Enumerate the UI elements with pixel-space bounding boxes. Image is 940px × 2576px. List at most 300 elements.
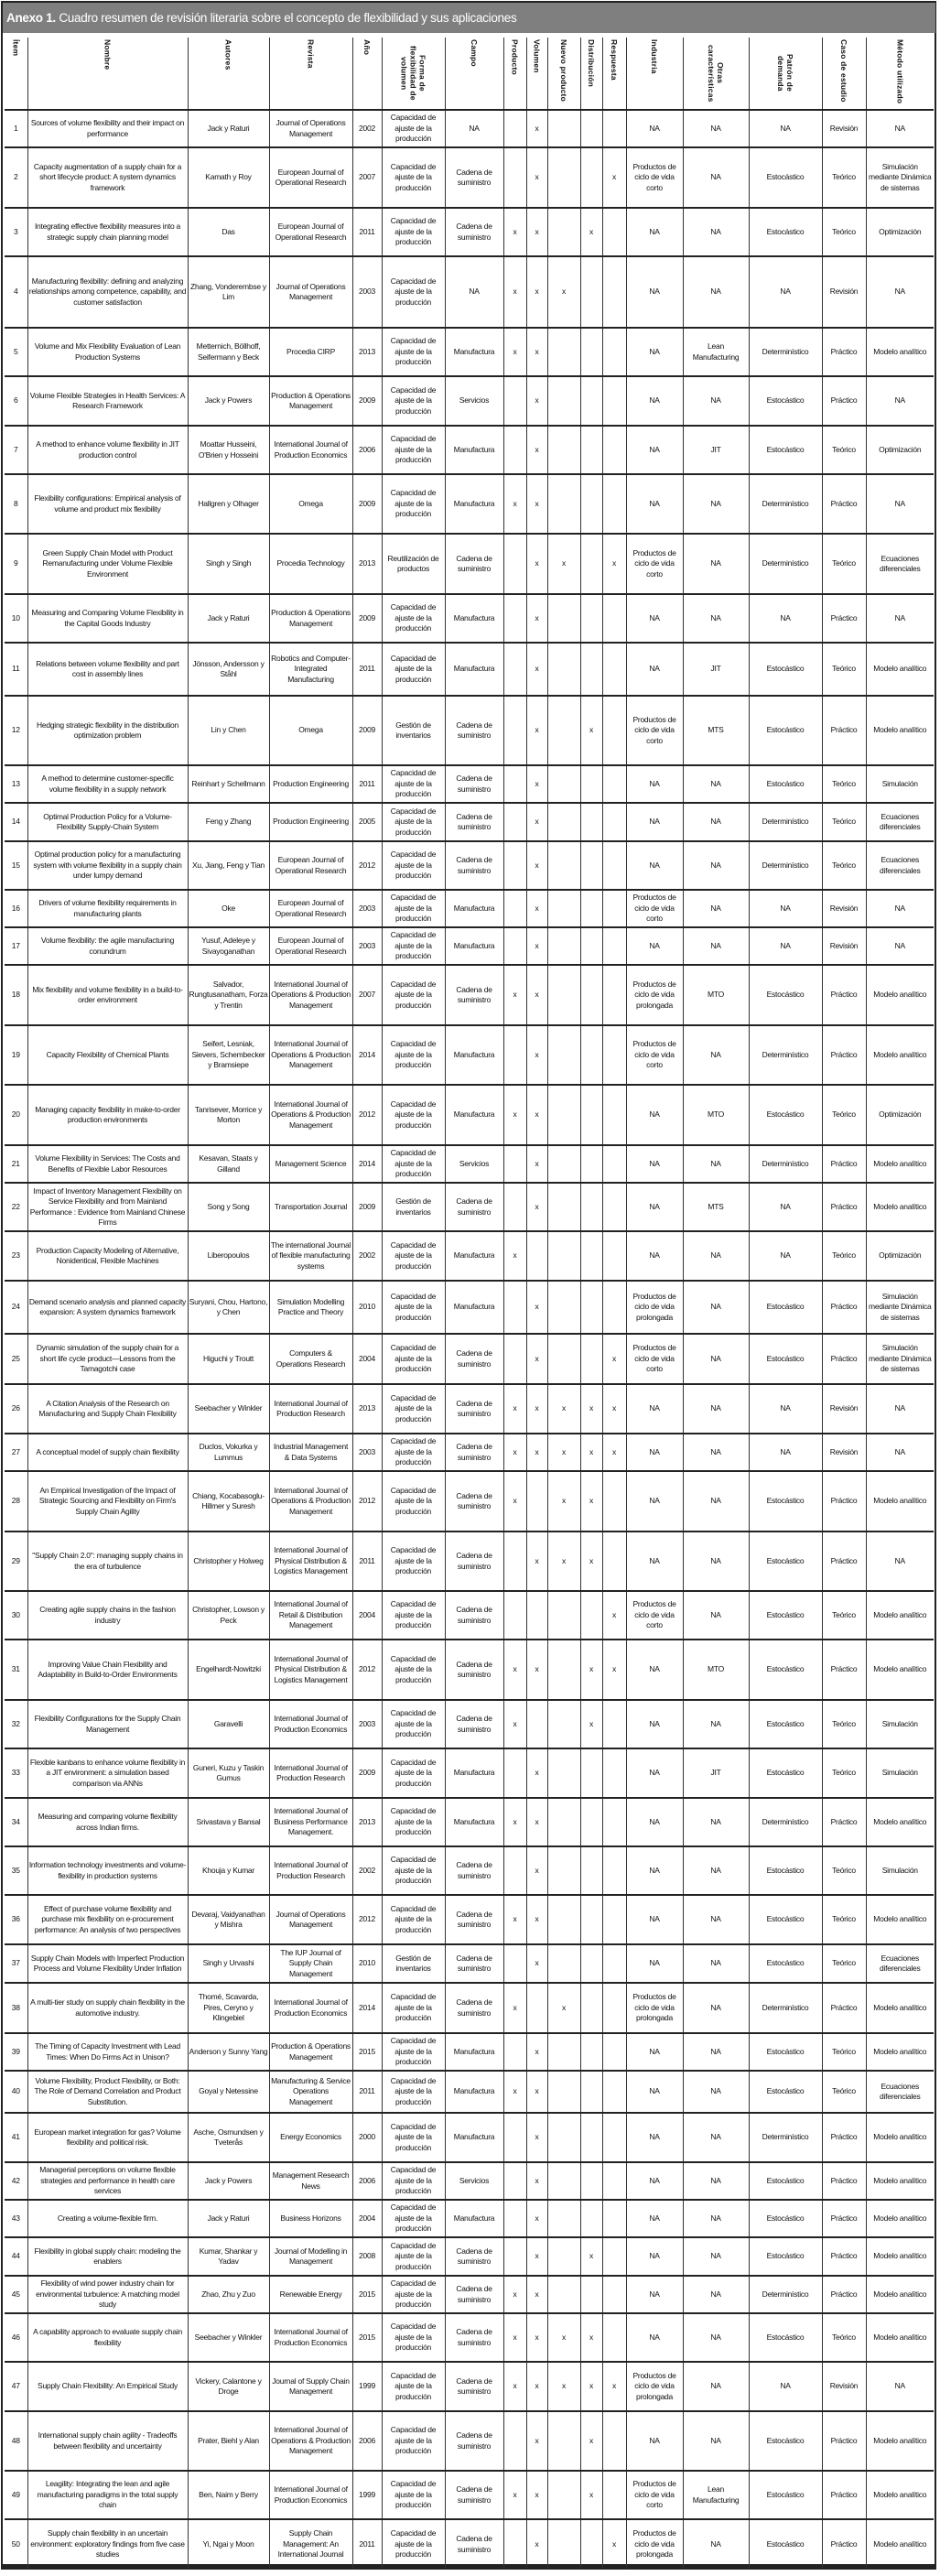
cell-campo: Cadena de suministro bbox=[445, 1700, 503, 1748]
cell-patron-demanda: Estocástico bbox=[749, 2033, 822, 2071]
cell-otras-caracteristicas: NA bbox=[683, 1591, 749, 1640]
cell-autores: Lin y Chen bbox=[188, 696, 269, 765]
cell-campo: NA bbox=[445, 256, 503, 328]
cell-revista: Production & Operations Management bbox=[269, 376, 352, 426]
cell-distribucion bbox=[580, 1025, 602, 1085]
cell-distribucion bbox=[580, 1334, 602, 1384]
cell-nuevo-producto bbox=[547, 1748, 580, 1798]
cell-anio: 2004 bbox=[352, 2200, 382, 2237]
cell-distribucion bbox=[580, 2200, 602, 2237]
cell-caso-estudio: Teórico bbox=[822, 2313, 866, 2362]
cell-volumen: x bbox=[526, 1895, 547, 1944]
cell-revista: Business Horizons bbox=[269, 2200, 352, 2237]
cell-caso-estudio: Práctico bbox=[822, 594, 866, 643]
table-row bbox=[5, 803, 934, 841]
cell-campo: Cadena de suministro bbox=[445, 2362, 503, 2411]
cell-metodo: Optimización bbox=[866, 208, 934, 256]
cell-campo: Cadena de suministro bbox=[445, 1944, 503, 1983]
cell-caso-estudio: Práctico bbox=[822, 2276, 866, 2313]
cell-volumen: x bbox=[526, 1846, 547, 1895]
cell-campo: Servicios bbox=[445, 376, 503, 426]
cell-caso-estudio: Teórico bbox=[822, 534, 866, 594]
cell-otras-caracteristicas: MTS bbox=[683, 1183, 749, 1231]
table-row bbox=[5, 147, 934, 208]
cell-respuesta bbox=[602, 256, 626, 328]
table-row bbox=[5, 1748, 934, 1798]
cell-nombre: Supply Chain Flexibility: An Empirical Study bbox=[27, 2362, 188, 2411]
cell-metodo: NA bbox=[866, 2362, 934, 2411]
cell-industria: Productos de ciclo de vida corto bbox=[626, 890, 683, 927]
cell-nombre: Green Supply Chain Model with Product Remanufacturing under Volume Flexible Environment bbox=[27, 534, 188, 594]
cell-industria: Productos de ciclo de vida corto bbox=[626, 147, 683, 208]
cell-volumen: x bbox=[526, 208, 547, 256]
cell-otras-caracteristicas: NA bbox=[683, 1798, 749, 1846]
cell-industria: NA bbox=[626, 208, 683, 256]
cell-patron-demanda: NA bbox=[749, 256, 822, 328]
cell-metodo: Simulación bbox=[866, 765, 934, 803]
cell-item: 3 bbox=[14, 226, 18, 236]
cell-patron-demanda: Estocástico bbox=[749, 1895, 822, 1944]
cell-otras-caracteristicas: NA bbox=[683, 1846, 749, 1895]
table-row bbox=[5, 376, 934, 426]
table-row bbox=[5, 1025, 934, 1085]
cell-metodo: Modelo analítico bbox=[866, 2113, 934, 2162]
cell-forma-flexibilidad: Capacidad de ajuste de la producción bbox=[382, 1281, 445, 1334]
cell-autores: Seifert, Lesniak, Sievers, Schembecker y Bramsiepe bbox=[188, 1025, 269, 1085]
cell-nuevo-producto bbox=[547, 696, 580, 765]
cell-campo: Cadena de suministro bbox=[445, 1532, 503, 1591]
cell-patron-demanda: NA bbox=[749, 927, 822, 965]
cell-campo: Manufactura bbox=[445, 1025, 503, 1085]
cell-item: 4 bbox=[14, 287, 18, 297]
cell-respuesta bbox=[602, 1983, 626, 2033]
cell-autores: Kesavan, Staats y Gilland bbox=[188, 1145, 269, 1183]
cell-forma-flexibilidad: Capacidad de ajuste de la producción bbox=[382, 1532, 445, 1591]
cell-nombre: International supply chain agility - Tradeoffs between flexibility and uncertainty bbox=[27, 2411, 188, 2471]
cell-caso-estudio: Teórico bbox=[822, 765, 866, 803]
cell-producto: x bbox=[503, 1983, 526, 2033]
cell-forma-flexibilidad: Capacidad de ajuste de la producción bbox=[382, 841, 445, 890]
cell-volumen: x bbox=[526, 426, 547, 474]
cell-item: 44 bbox=[11, 2251, 20, 2261]
cell-otras-caracteristicas: NA bbox=[683, 2162, 749, 2200]
cell-patron-demanda: Determinístico bbox=[749, 2113, 822, 2162]
cell-campo: Cadena de suministro bbox=[445, 1591, 503, 1640]
cell-item: 2 bbox=[14, 172, 18, 182]
cell-industria: NA bbox=[626, 256, 683, 328]
cell-anio: 2003 bbox=[352, 927, 382, 965]
cell-nombre: European market integration for gas? Volume flexibility and political risk. bbox=[27, 2113, 188, 2162]
column-header-nuevo-producto bbox=[547, 38, 580, 110]
cell-anio: 2000 bbox=[352, 2113, 382, 2162]
cell-campo: Cadena de suministro bbox=[445, 2471, 503, 2519]
cell-patron-demanda: Determinístico bbox=[749, 841, 822, 890]
cell-anio: 2011 bbox=[352, 208, 382, 256]
cell-metodo: Optimización bbox=[866, 426, 934, 474]
table-row bbox=[5, 1983, 934, 2033]
cell-patron-demanda: Determinístico bbox=[749, 2276, 822, 2313]
cell-metodo: Simulación mediante Dinámica de sistemas bbox=[866, 147, 934, 208]
cell-revista: Energy Economics bbox=[269, 2113, 352, 2162]
cell-caso-estudio: Teórico bbox=[822, 2071, 866, 2113]
cell-nombre: The Timing of Capacity Investment with Lead Times: When Do Firms Act in Unison? bbox=[27, 2033, 188, 2071]
cell-campo: Manufactura bbox=[445, 2113, 503, 2162]
table-row bbox=[5, 1145, 934, 1183]
cell-forma-flexibilidad: Capacidad de ajuste de la producción bbox=[382, 2237, 445, 2276]
cell-respuesta bbox=[602, 1944, 626, 1983]
cell-item: 47 bbox=[11, 2381, 20, 2391]
cell-nombre: Capacity Flexibility of Chemical Plants bbox=[27, 1025, 188, 1085]
cell-revista: Procedia Technology bbox=[269, 534, 352, 594]
cell-metodo: Simulación mediante Dinámica de sistemas bbox=[866, 1281, 934, 1334]
cell-anio: 2013 bbox=[352, 534, 382, 594]
cell-industria: NA bbox=[626, 841, 683, 890]
table-row bbox=[5, 2519, 934, 2569]
cell-patron-demanda: Estocástico bbox=[749, 1532, 822, 1591]
cell-nombre: Flexibility Configurations for the Supply Chain Management bbox=[27, 1700, 188, 1748]
cell-otras-caracteristicas: NA bbox=[683, 2237, 749, 2276]
cell-caso-estudio: Teórico bbox=[822, 1944, 866, 1983]
cell-revista: Production Engineering bbox=[269, 803, 352, 841]
cell-patron-demanda: Estocástico bbox=[749, 1334, 822, 1384]
cell-autores: Kumar, Shankar y Yadav bbox=[188, 2237, 269, 2276]
cell-caso-estudio: Práctico bbox=[822, 1145, 866, 1183]
cell-metodo: Modelo analítico bbox=[866, 965, 934, 1025]
cell-metodo: Optimización bbox=[866, 1231, 934, 1281]
cell-anio: 2004 bbox=[352, 1334, 382, 1384]
cell-otras-caracteristicas: NA bbox=[683, 2519, 749, 2569]
cell-patron-demanda: Estocástico bbox=[749, 1281, 822, 1334]
cell-otras-caracteristicas: MTO bbox=[683, 1640, 749, 1700]
cell-industria: Productos de ciclo de vida corto bbox=[626, 1025, 683, 1085]
cell-nombre: Measuring and comparing volume flexibility across Indian firms. bbox=[27, 1798, 188, 1846]
cell-nombre: Measuring and Comparing Volume Flexibility in the Capital Goods Industry bbox=[27, 594, 188, 643]
cell-revista: The IUP Journal of Supply Chain Management bbox=[269, 1944, 352, 1983]
cell-patron-demanda: Estocástico bbox=[749, 2519, 822, 2569]
cell-patron-demanda: Determinístico bbox=[749, 1983, 822, 2033]
cell-producto bbox=[503, 1532, 526, 1591]
cell-patron-demanda: Estocástico bbox=[749, 1085, 822, 1145]
cell-distribucion: x bbox=[580, 2471, 602, 2519]
cell-autores: Engelhardt-Nowitzki bbox=[188, 1640, 269, 1700]
cell-nombre: A capability approach to evaluate supply chain flexibility bbox=[27, 2313, 188, 2362]
cell-producto bbox=[503, 803, 526, 841]
cell-producto: x bbox=[503, 965, 526, 1025]
cell-autores: Seebacher y Winkler bbox=[188, 1384, 269, 1434]
column-header-nombre bbox=[27, 38, 188, 110]
cell-campo: Manufactura bbox=[445, 890, 503, 927]
cell-otras-caracteristicas: NA bbox=[683, 803, 749, 841]
cell-producto bbox=[503, 841, 526, 890]
cell-autores: Yusuf, Adeleye y Sivayoganathan bbox=[188, 927, 269, 965]
literature-review-table bbox=[5, 38, 934, 2569]
column-header-label: Autores bbox=[223, 39, 233, 70]
cell-distribucion bbox=[580, 376, 602, 426]
cell-nombre: Integrating effective flexibility measures into a strategic supply chain planning model bbox=[27, 208, 188, 256]
cell-otras-caracteristicas: MTO bbox=[683, 1085, 749, 1145]
cell-respuesta bbox=[602, 1532, 626, 1591]
cell-producto bbox=[503, 1591, 526, 1640]
table-row bbox=[5, 2113, 934, 2162]
cell-campo: Manufactura bbox=[445, 474, 503, 534]
column-header-label: Producto bbox=[510, 39, 520, 75]
cell-revista: International Journal of Production Research bbox=[269, 1846, 352, 1895]
cell-industria: Productos de ciclo de vida corto bbox=[626, 534, 683, 594]
cell-respuesta bbox=[602, 841, 626, 890]
cell-metodo: Modelo analítico bbox=[866, 1983, 934, 2033]
cell-anio: 1999 bbox=[352, 2471, 382, 2519]
cell-forma-flexibilidad: Capacidad de ajuste de la producción bbox=[382, 1846, 445, 1895]
cell-producto bbox=[503, 696, 526, 765]
table-row bbox=[5, 474, 934, 534]
cell-anio: 2011 bbox=[352, 765, 382, 803]
cell-item: 24 bbox=[11, 1302, 20, 1312]
cell-forma-flexibilidad: Gestión de inventarios bbox=[382, 696, 445, 765]
cell-industria: NA bbox=[626, 594, 683, 643]
cell-metodo: Ecuaciones diferenciales bbox=[866, 803, 934, 841]
cell-campo: Cadena de suministro bbox=[445, 147, 503, 208]
cell-campo: Manufactura bbox=[445, 643, 503, 696]
cell-item: 25 bbox=[11, 1353, 20, 1363]
column-header-label: Distribución bbox=[587, 39, 596, 87]
cell-campo: Servicios bbox=[445, 2162, 503, 2200]
cell-volumen: x bbox=[526, 890, 547, 927]
cell-respuesta bbox=[602, 1846, 626, 1895]
cell-otras-caracteristicas: JIT bbox=[683, 643, 749, 696]
cell-forma-flexibilidad: Capacidad de ajuste de la producción bbox=[382, 2033, 445, 2071]
cell-nuevo-producto bbox=[547, 2519, 580, 2569]
cell-item: 42 bbox=[11, 2175, 20, 2185]
cell-anio: 2011 bbox=[352, 2519, 382, 2569]
cell-otras-caracteristicas: NA bbox=[683, 1025, 749, 1085]
cell-forma-flexibilidad: Capacidad de ajuste de la producción bbox=[382, 1983, 445, 2033]
cell-industria: NA bbox=[626, 1471, 683, 1532]
cell-distribucion bbox=[580, 1983, 602, 2033]
cell-respuesta bbox=[602, 208, 626, 256]
cell-revista: International Journal of Production Economics bbox=[269, 1983, 352, 2033]
cell-producto bbox=[503, 643, 526, 696]
cell-campo: Servicios bbox=[445, 1145, 503, 1183]
cell-nombre: A method to determine customer-specific volume flexibility in a supply network bbox=[27, 765, 188, 803]
cell-respuesta bbox=[602, 965, 626, 1025]
cell-distribucion: x bbox=[580, 1700, 602, 1748]
table-row bbox=[5, 1846, 934, 1895]
cell-forma-flexibilidad: Reutilización de productos bbox=[382, 534, 445, 594]
cell-producto: x bbox=[503, 1085, 526, 1145]
cell-otras-caracteristicas: MTS bbox=[683, 696, 749, 765]
cell-forma-flexibilidad: Capacidad de ajuste de la producción bbox=[382, 376, 445, 426]
cell-item: 30 bbox=[11, 1609, 20, 1619]
cell-respuesta bbox=[602, 426, 626, 474]
cell-caso-estudio: Revisión bbox=[822, 256, 866, 328]
cell-volumen: x bbox=[526, 328, 547, 376]
cell-patron-demanda: NA bbox=[749, 594, 822, 643]
cell-patron-demanda: NA bbox=[749, 1231, 822, 1281]
cell-industria: NA bbox=[626, 376, 683, 426]
cell-nuevo-producto bbox=[547, 2162, 580, 2200]
cell-autores: Das bbox=[188, 208, 269, 256]
cell-campo: Cadena de suministro bbox=[445, 1434, 503, 1471]
cell-distribucion: x bbox=[580, 1640, 602, 1700]
cell-revista: Production & Operations Management bbox=[269, 594, 352, 643]
cell-respuesta bbox=[602, 765, 626, 803]
cell-producto: x bbox=[503, 2313, 526, 2362]
cell-patron-demanda: Estocástico bbox=[749, 1846, 822, 1895]
column-header-item bbox=[5, 38, 27, 110]
cell-industria: NA bbox=[626, 2113, 683, 2162]
cell-otras-caracteristicas: NA bbox=[683, 1944, 749, 1983]
cell-autores: Anderson y Sunny Yang bbox=[188, 2033, 269, 2071]
cell-otras-caracteristicas: NA bbox=[683, 594, 749, 643]
cell-nuevo-producto: x bbox=[547, 2362, 580, 2411]
cell-volumen: x bbox=[526, 474, 547, 534]
cell-revista: Journal of Supply Chain Management bbox=[269, 2362, 352, 2411]
column-header-label: Revista bbox=[306, 39, 316, 69]
cell-otras-caracteristicas: NA bbox=[683, 1471, 749, 1532]
cell-forma-flexibilidad: Capacidad de ajuste de la producción bbox=[382, 208, 445, 256]
cell-volumen: x bbox=[526, 1384, 547, 1434]
cell-patron-demanda: Determinístico bbox=[749, 534, 822, 594]
cell-forma-flexibilidad: Capacidad de ajuste de la producción bbox=[382, 1471, 445, 1532]
cell-metodo: Optimización bbox=[866, 1085, 934, 1145]
cell-nombre: Volume Flexible Strategies in Health Services: A Research Framework bbox=[27, 376, 188, 426]
cell-caso-estudio: Teórico bbox=[822, 1231, 866, 1281]
cell-respuesta bbox=[602, 696, 626, 765]
cell-campo: Cadena de suministro bbox=[445, 841, 503, 890]
cell-producto: x bbox=[503, 1895, 526, 1944]
cell-industria: NA bbox=[626, 765, 683, 803]
cell-item: 7 bbox=[14, 444, 18, 454]
cell-respuesta bbox=[602, 1700, 626, 1748]
cell-caso-estudio: Revisión bbox=[822, 110, 866, 147]
cell-otras-caracteristicas: NA bbox=[683, 2033, 749, 2071]
cell-industria: NA bbox=[626, 2200, 683, 2237]
cell-respuesta bbox=[602, 2162, 626, 2200]
cell-volumen: x bbox=[526, 1183, 547, 1231]
cell-distribucion bbox=[580, 1145, 602, 1183]
cell-revista: Manufacturing & Service Operations Management bbox=[269, 2071, 352, 2113]
cell-metodo: NA bbox=[866, 927, 934, 965]
cell-volumen bbox=[526, 1231, 547, 1281]
cell-industria: NA bbox=[626, 2276, 683, 2313]
cell-patron-demanda: Estocástico bbox=[749, 2162, 822, 2200]
cell-autores: Jack y Raturi bbox=[188, 110, 269, 147]
cell-producto bbox=[503, 147, 526, 208]
cell-nombre: Managing capacity flexibility in make-to-order production environments bbox=[27, 1085, 188, 1145]
cell-anio: 2013 bbox=[352, 1798, 382, 1846]
cell-distribucion: x bbox=[580, 2237, 602, 2276]
cell-distribucion bbox=[580, 1231, 602, 1281]
cell-patron-demanda: NA bbox=[749, 1183, 822, 1231]
cell-forma-flexibilidad: Capacidad de ajuste de la producción bbox=[382, 1434, 445, 1471]
cell-nuevo-producto bbox=[547, 426, 580, 474]
cell-nombre: Mix flexibility and volume flexibility in a build-to-order environment bbox=[27, 965, 188, 1025]
cell-respuesta: x bbox=[602, 1591, 626, 1640]
cell-patron-demanda: Estocástico bbox=[749, 1591, 822, 1640]
cell-item: 16 bbox=[11, 903, 20, 913]
cell-producto bbox=[503, 534, 526, 594]
table-row bbox=[5, 1700, 934, 1748]
cell-anio: 2014 bbox=[352, 1025, 382, 1085]
cell-producto bbox=[503, 426, 526, 474]
cell-otras-caracteristicas: NA bbox=[683, 208, 749, 256]
cell-metodo: Simulación bbox=[866, 1700, 934, 1748]
cell-distribucion bbox=[580, 890, 602, 927]
cell-otras-caracteristicas: NA bbox=[683, 2411, 749, 2471]
cell-caso-estudio: Práctico bbox=[822, 2237, 866, 2276]
cell-distribucion bbox=[580, 1591, 602, 1640]
cell-respuesta bbox=[602, 110, 626, 147]
cell-otras-caracteristicas: NA bbox=[683, 2113, 749, 2162]
cell-item: 29 bbox=[11, 1555, 20, 1565]
cell-volumen bbox=[526, 1471, 547, 1532]
cell-patron-demanda: NA bbox=[749, 890, 822, 927]
cell-distribucion bbox=[580, 474, 602, 534]
cell-autores: Goyal y Netessine bbox=[188, 2071, 269, 2113]
cell-industria: Productos de ciclo de vida corto bbox=[626, 1591, 683, 1640]
cell-revista: Production Engineering bbox=[269, 765, 352, 803]
cell-producto: x bbox=[503, 1640, 526, 1700]
cell-campo: Cadena de suministro bbox=[445, 1183, 503, 1231]
cell-caso-estudio: Teórico bbox=[822, 803, 866, 841]
cell-distribucion bbox=[580, 1798, 602, 1846]
cell-volumen: x bbox=[526, 765, 547, 803]
cell-nuevo-producto bbox=[547, 1025, 580, 1085]
cell-respuesta bbox=[602, 927, 626, 965]
cell-nuevo-producto: x bbox=[547, 2313, 580, 2362]
cell-patron-demanda: Estocástico bbox=[749, 1700, 822, 1748]
cell-anio: 2004 bbox=[352, 1591, 382, 1640]
cell-nombre: Managerial perceptions on volume flexible strategies and performance in health care services bbox=[27, 2162, 188, 2200]
cell-item: 13 bbox=[11, 778, 20, 788]
cell-campo: NA bbox=[445, 110, 503, 147]
cell-item: 43 bbox=[11, 2213, 20, 2223]
cell-caso-estudio: Teórico bbox=[822, 841, 866, 890]
cell-autores: Xu, Jiang, Feng y Tian bbox=[188, 841, 269, 890]
cell-revista: Industrial Management & Data Systems bbox=[269, 1434, 352, 1471]
cell-distribucion bbox=[580, 426, 602, 474]
cell-revista: European Journal of Operational Research bbox=[269, 208, 352, 256]
cell-respuesta bbox=[602, 328, 626, 376]
cell-distribucion bbox=[580, 1895, 602, 1944]
cell-caso-estudio: Práctico bbox=[822, 1983, 866, 2033]
cell-forma-flexibilidad: Gestión de inventarios bbox=[382, 1183, 445, 1231]
cell-revista: International Journal of Retail & Distribution Management bbox=[269, 1591, 352, 1640]
cell-patron-demanda: Estocástico bbox=[749, 1471, 822, 1532]
cell-revista: European Journal of Operational Research bbox=[269, 147, 352, 208]
table-row bbox=[5, 1798, 934, 1846]
cell-metodo: Modelo analítico bbox=[866, 2200, 934, 2237]
cell-caso-estudio: Revisión bbox=[822, 1434, 866, 1471]
cell-caso-estudio: Práctico bbox=[822, 328, 866, 376]
table-row bbox=[5, 534, 934, 594]
cell-autores: Singh y Urvashi bbox=[188, 1944, 269, 1983]
cell-producto bbox=[503, 594, 526, 643]
cell-respuesta bbox=[602, 376, 626, 426]
cell-caso-estudio: Práctico bbox=[822, 1025, 866, 1085]
cell-producto bbox=[503, 1334, 526, 1384]
cell-respuesta: x bbox=[602, 1334, 626, 1384]
cell-item: 22 bbox=[11, 1201, 20, 1211]
cell-revista: International Journal of Production Economics bbox=[269, 2313, 352, 2362]
cell-nombre: A conceptual model of supply chain flexibility bbox=[27, 1434, 188, 1471]
cell-nuevo-producto: x bbox=[547, 1471, 580, 1532]
cell-forma-flexibilidad: Capacidad de ajuste de la producción bbox=[382, 110, 445, 147]
column-header-metodo bbox=[866, 38, 934, 110]
cell-metodo: Modelo analítico bbox=[866, 2276, 934, 2313]
cell-producto bbox=[503, 2113, 526, 2162]
cell-volumen: x bbox=[526, 594, 547, 643]
